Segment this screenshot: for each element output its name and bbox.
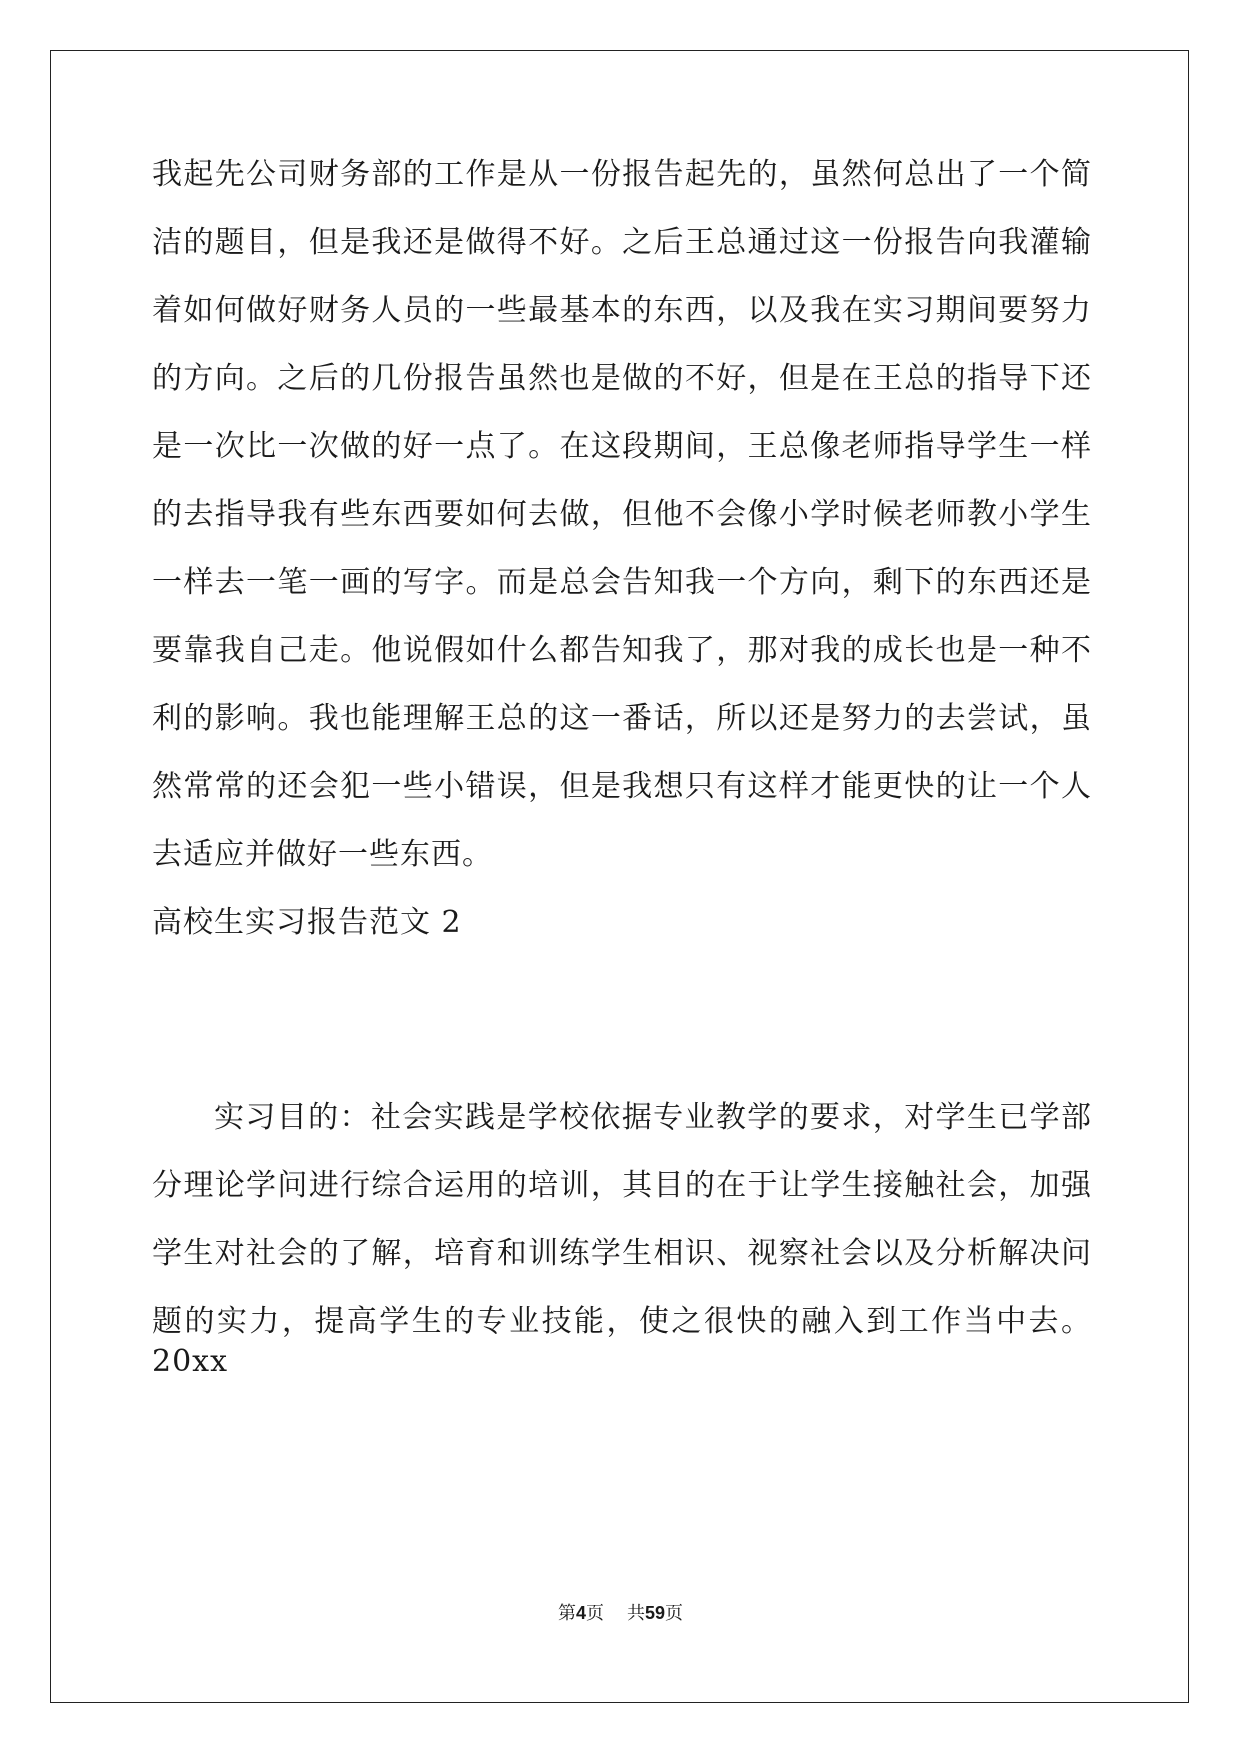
paragraph-line: 利的影响。我也能理解王总的这一番话，所以还是努力的去尝试，虽 <box>152 701 1092 736</box>
paragraph-line: 是一次比一次做的好一点了。在这段期间，王总像老师指导学生一样 <box>152 429 1092 464</box>
footer-total-prefix: 共 <box>626 1603 645 1624</box>
paragraph-line: 我起先公司财务部的工作是从一份报告起先的，虽然何总出了一个简 <box>152 157 1092 192</box>
paragraph-line: 一样去一笔一画的写字。而是总会告知我一个方向，剩下的东西还是 <box>152 565 1092 600</box>
paragraph-line: 学生对社会的了解，培育和训练学生相识、视察社会以及分析解决问 <box>152 1236 1092 1271</box>
current-page-number: 4 <box>576 1603 587 1623</box>
page-number-footer <box>0 1600 1241 1627</box>
paragraph-line: 题的实力，提高学生的专业技能，使之很快的融入到工作当中去。20xx <box>152 1304 1092 1379</box>
paragraph-line: 洁的题目，但是我还是做得不好。之后王总通过这一份报告向我灌输 <box>152 225 1092 260</box>
footer-total-suffix: 页 <box>664 1603 683 1624</box>
paragraph-line: 分理论学问进行综合运用的培训，其目的在于让学生接触社会，加强 <box>152 1168 1092 1203</box>
paragraph-line: 实习目的：社会实践是学校依据专业教学的要求，对学生已学部 <box>214 1100 1092 1135</box>
paragraph-line: 的方向。之后的几份报告虽然也是做的不好，但是在王总的指导下还 <box>152 361 1092 396</box>
total-page-count: 59 <box>644 1603 665 1623</box>
paragraph-line: 要靠我自己走。他说假如什么都告知我了，那对我的成长也是一种不 <box>152 633 1092 668</box>
footer-prefix: 第 <box>558 1603 577 1624</box>
section-title: 高校生实习报告范文 2 <box>152 905 462 940</box>
paragraph-line: 然常常的还会犯一些小错误，但是我想只有这样才能更快的让一个人 <box>152 769 1092 804</box>
paragraph-line: 着如何做好财务人员的一些最基本的东西，以及我在实习期间要努力 <box>152 293 1092 328</box>
paragraph-line: 的去指导我有些东西要如何去做，但他不会像小学时候老师教小学生 <box>152 497 1092 532</box>
footer-page-suffix: 页 <box>586 1603 605 1624</box>
paragraph-line: 去适应并做好一些东西。 <box>152 837 493 872</box>
